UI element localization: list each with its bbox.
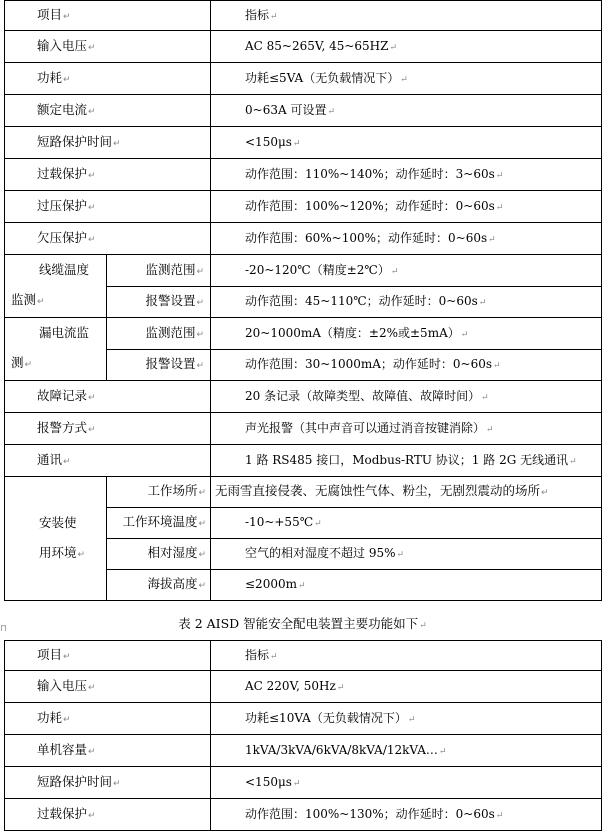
table-row: [5, 127, 602, 159]
table-row: [5, 735, 602, 767]
sub-label: 海拔高度↵: [107, 570, 211, 601]
header-value: 指标↵: [211, 641, 602, 671]
row-label: 额定电流↵: [5, 95, 211, 127]
row-value: -20~120℃（精度±2℃）↵: [211, 255, 602, 287]
table-row: [5, 159, 602, 191]
table-row: [5, 445, 602, 477]
row-value: 0~63A 可设置↵: [211, 95, 602, 127]
row-label: 输入电压↵: [5, 671, 211, 703]
row-label: 故障记录↵: [5, 381, 211, 413]
table-row: [5, 799, 602, 831]
table-row: [5, 31, 602, 63]
row-value: 无雨雪直接侵袭、无腐蚀性气体、粉尘，无剧烈震动的场所↵: [211, 477, 602, 508]
cable-temp-group-label: 线缆温度 监测↵: [5, 255, 107, 318]
row-value: 动作范围：60%~100%；动作延时：0~60s↵: [211, 223, 602, 255]
row-value: ≤2000m↵: [211, 570, 602, 601]
row-value: 1 路 RS485 接口，Modbus-RTU 协议；1 路 2G 无线通讯↵: [211, 445, 602, 477]
table-row: [5, 191, 602, 223]
table-header-row: [5, 641, 602, 671]
row-label: 过载保护↵: [5, 159, 211, 191]
row-label: 通讯↵: [5, 445, 211, 477]
spec-table-1: [4, 0, 602, 601]
row-value: <150μs↵: [211, 127, 602, 159]
sub-label: 报警设置↵: [107, 287, 211, 318]
table-row: [5, 95, 602, 127]
row-value: 20~1000mA（精度：±2%或±5mA）↵: [211, 318, 602, 350]
env-group-label: 安装使 用环境↵: [5, 477, 107, 601]
anchor-mark: ⊓: [0, 624, 8, 634]
table-row: [5, 255, 602, 287]
header-item: 项目↵: [5, 1, 211, 31]
row-label: 单机容量↵: [5, 735, 211, 767]
table-row: [5, 767, 602, 799]
header-value: 指标↵: [211, 1, 602, 31]
row-label: 短路保护时间↵: [5, 767, 211, 799]
table-row: [5, 381, 602, 413]
table-row: [5, 477, 602, 508]
row-label: 报警方式↵: [5, 413, 211, 445]
table-caption: 表 2 AISD 智能安全配电装置主要功能如下↵: [178, 616, 427, 631]
row-label: 输入电压↵: [5, 31, 211, 63]
row-value: 动作范围：30~1000mA；动作延时：0~60s↵: [211, 350, 602, 381]
row-label: 过载保护↵: [5, 799, 211, 831]
row-label: 欠压保护↵: [5, 223, 211, 255]
spec-table-2: [4, 640, 602, 831]
row-value: 1kVA/3kVA/6kVA/8kVA/12kVA…↵: [211, 735, 602, 767]
row-value: -10~+55℃↵: [211, 508, 602, 539]
table-row: [5, 671, 602, 703]
row-value: <150μs↵: [211, 767, 602, 799]
row-label: 短路保护时间↵: [5, 127, 211, 159]
sub-label: 监测范围↵: [107, 255, 211, 287]
row-value: 功耗≤10VA（无负载情况下）↵: [211, 703, 602, 735]
row-value: 声光报警（其中声音可以通过消音按键消除）↵: [211, 413, 602, 445]
header-item: 项目↵: [5, 641, 211, 671]
sub-label: 监测范围↵: [107, 318, 211, 350]
row-label: 过压保护↵: [5, 191, 211, 223]
leakage-group-label: 漏电流监 测↵: [5, 318, 107, 381]
sub-label: 报警设置↵: [107, 350, 211, 381]
sub-label: 工作场所↵: [107, 477, 211, 508]
row-value: 20 条记录（故障类型、故障值、故障时间）↵: [211, 381, 602, 413]
table-header-row: [5, 1, 602, 31]
table-row: [5, 223, 602, 255]
row-label: 功耗↵: [5, 63, 211, 95]
row-value: 动作范围：110%~140%；动作延时：3~60s↵: [211, 159, 602, 191]
table-row: [5, 703, 602, 735]
row-value: 空气的相对湿度不超过 95%↵: [211, 539, 602, 570]
row-label: 功耗↵: [5, 703, 211, 735]
sub-label: 工作环境温度↵: [107, 508, 211, 539]
row-value: 动作范围：100%~120%；动作延时：0~60s↵: [211, 191, 602, 223]
row-value: AC 85~265V, 45~65HZ↵: [211, 31, 602, 63]
table-row: [5, 413, 602, 445]
row-value: AC 220V, 50Hz↵: [211, 671, 602, 703]
table-row: [5, 63, 602, 95]
row-value: 动作范围：45~110℃；动作延时：0~60s↵: [211, 287, 602, 318]
table-row: [5, 318, 602, 350]
row-value: 动作范围：100%~130%；动作延时：0~60s↵: [211, 799, 602, 831]
sub-label: 相对湿度↵: [107, 539, 211, 570]
row-value: 功耗≤5VA（无负载情况下）↵: [211, 63, 602, 95]
